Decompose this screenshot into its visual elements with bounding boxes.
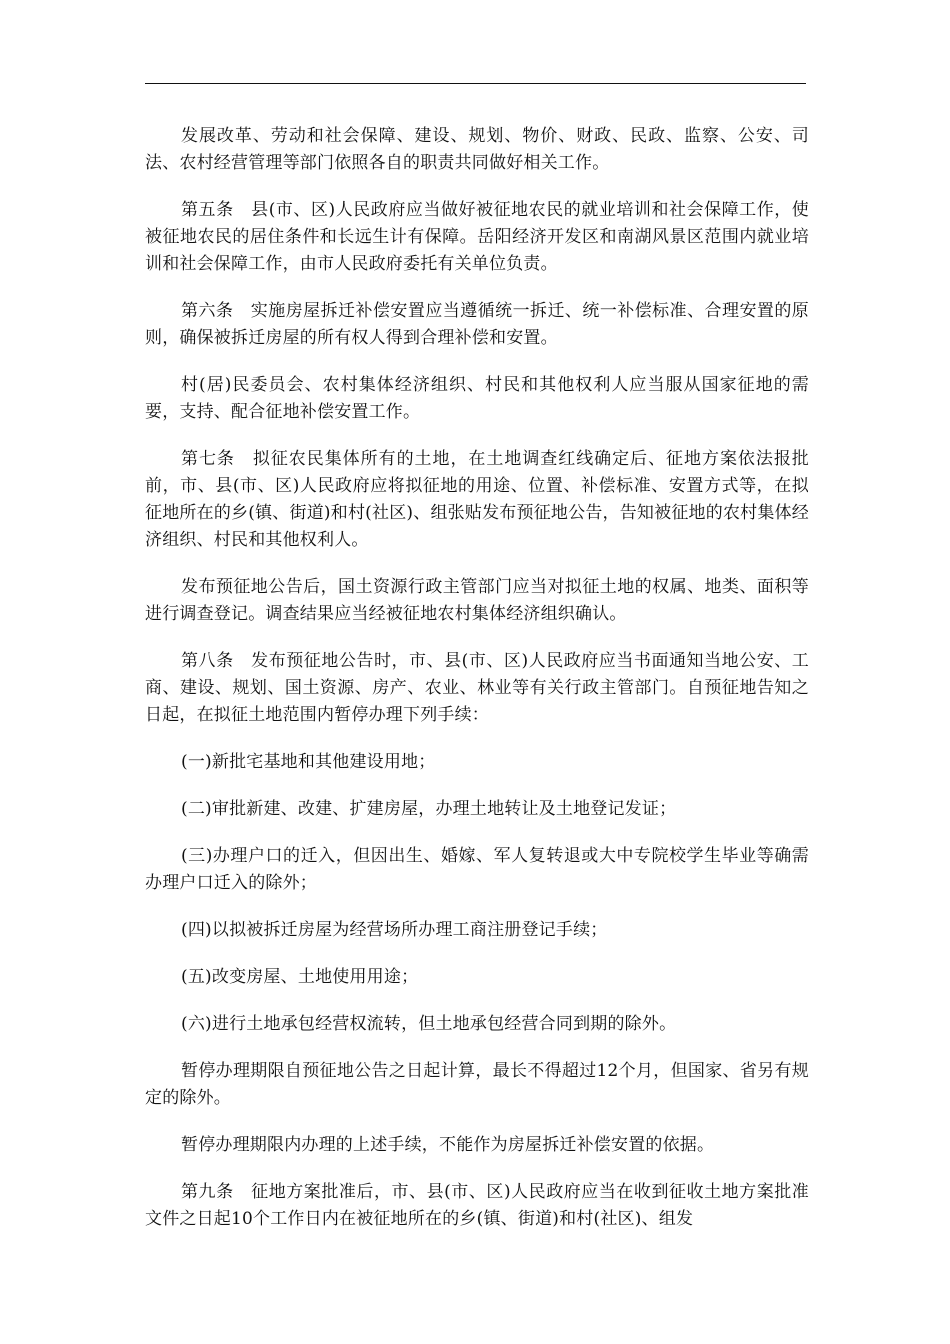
list-item: (四)以拟被拆迁房屋为经营场所办理工商注册登记手续； <box>181 920 608 940</box>
paragraph: 村(居)民委员会、农村集体经济组织、村民和其他权利人应当服从国家征地的需要，支持、配合征地补偿安置工作。 <box>145 375 809 422</box>
list-item: (五)改变房屋、土地使用用途； <box>181 967 419 987</box>
header-rule <box>145 83 806 84</box>
list-item: (二)审批新建、改建、扩建房屋，办理土地转让及土地登记发证； <box>181 799 677 819</box>
paragraph: 第七条 拟征农民集体所有的土地，在土地调查红线确定后、征地方案依法报批前，市、县(市、区)人民政府应将拟征地的用途、位置、补偿标准、安置方式等，在拟征地所在的乡(镇、街道)和村(社区)、组张贴发布预征地公告，告知被征地的农村集体经济组织、村民和其他权利人。 <box>145 449 809 550</box>
list-item: (一)新批宅基地和其他建设用地； <box>181 752 436 772</box>
paragraph: 第五条 县(市、区)人民政府应当做好被征地农民的就业培训和社会保障工作，使被征地农民的居住条件和长远生计有保障。岳阳经济开发区和南湖风景区范围内就业培训和社会保障工作，由市人民政府委托有关单位负责。 <box>145 200 809 274</box>
paragraph: 暂停办理期限自预征地公告之日起计算，最长不得超过12个月，但国家、省另有规定的除外。 <box>145 1061 809 1108</box>
paragraph: 第六条 实施房屋拆迁补偿安置应当遵循统一拆迁、统一补偿标准、合理安置的原则，确保被拆迁房屋的所有权人得到合理补偿和安置。 <box>145 301 809 348</box>
paragraph: 第八条 发布预征地公告时，市、县(市、区)人民政府应当书面通知当地公安、工商、建设、规划、国土资源、房产、农业、林业等有关行政主管部门。自预征地告知之日起，在拟征土地范围内暂停办理下列手续： <box>145 651 809 725</box>
paragraph: 第九条 征地方案批准后，市、县(市、区)人民政府应当在收到征收土地方案批准文件之日起10个工作日内在被征地所在的乡(镇、街道)和村(社区)、组发 <box>145 1182 809 1229</box>
list-item: (六)进行土地承包经营权流转，但土地承包经营合同到期的除外。 <box>181 1014 677 1034</box>
paragraph: 发布预征地公告后，国土资源行政主管部门应当对拟征土地的权属、地类、面积等进行调查登记。调查结果应当经被征地农村集体经济组织确认。 <box>145 577 809 624</box>
document-body <box>145 123 809 1233</box>
paragraph: 暂停办理期限内办理的上述手续，不能作为房屋拆迁补偿安置的依据。 <box>181 1135 715 1155</box>
list-item: (三)办理户口的迁入，但因出生、婚嫁、军人复转退或大中专院校学生毕业等确需办理户口迁入的除外； <box>145 846 809 893</box>
paragraph: 发展改革、劳动和社会保障、建设、规划、物价、财政、民政、监察、公安、司法、农村经营管理等部门依照各自的职责共同做好相关工作。 <box>145 126 809 173</box>
